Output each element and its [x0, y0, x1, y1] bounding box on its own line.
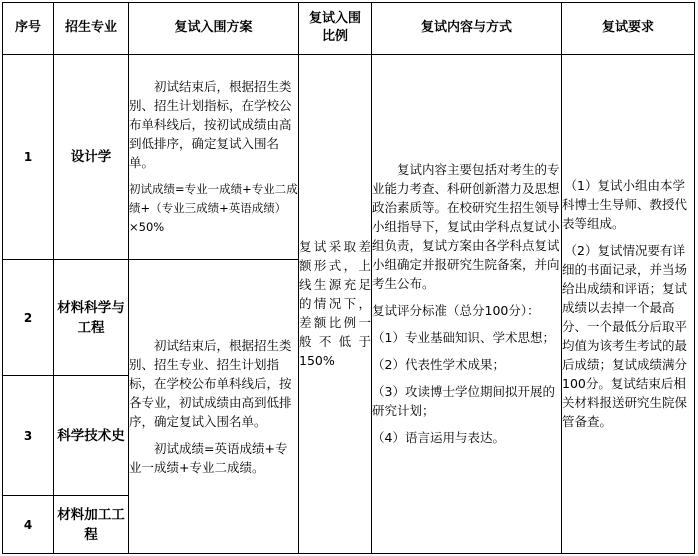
requirements-p2: （2）复试情况要有详细的书面记录，并当场给出成绩和评语；复试成绩以去掉一个最高分、一个最低分后取平均值为该考生考试的最后成绩；复试成绩满分100分。复试结束后相关材料报送研究生院保管备查。 [562, 243, 688, 430]
row-major: 材料加工工程 [54, 496, 129, 554]
plan-b-cell [129, 259, 299, 553]
content-item: （3）攻读博士学位期间拟开展的研究计划； [372, 384, 555, 419]
row-major: 设计学 [54, 54, 129, 259]
plan-b-formula: 初试成绩=英语成绩+专业一成绩+专业二成绩。 [129, 440, 288, 475]
row-seq: 1 [3, 54, 54, 259]
plan-a-text: 初试结束后，根据招生类别、招生计划指标，在学校公布单科线后，按初试成绩由高到低排序，确定复试入围名单。 [129, 78, 292, 170]
header-requirements: 复试要求 [562, 3, 695, 55]
ratio-cell: 复试采取差额形式，上线生源充足的情况下，差额比例一般不低于150% [299, 54, 372, 553]
plan-b-text: 初试结束后，根据招生类别、招生专业、招生计划指标，在学校公布单科线后，按各专业，初试成绩由高到低排序，确定复试入围名单。 [129, 337, 292, 429]
row-major: 材料科学与工程 [54, 259, 129, 376]
header-plan: 复试入围方案 [129, 3, 299, 55]
table-row [3, 54, 695, 259]
content-item: （2）代表性学术成果； [372, 357, 505, 373]
content-item: （4）语言运用与表达。 [372, 430, 505, 446]
header-ratio: 复试入围比例 [299, 3, 372, 55]
header-seq: 序号 [3, 3, 54, 55]
content-cell [372, 54, 562, 553]
row-seq: 3 [3, 376, 54, 496]
row-seq: 2 [3, 259, 54, 376]
header-content: 复试内容与方式 [372, 3, 562, 55]
requirements-p1: （1）复试小组由本学科博士生导师、教授代表等组成。 [562, 178, 688, 232]
content-score-title: 复试评分标准（总分100分）： [372, 303, 540, 319]
row-seq: 4 [3, 496, 54, 554]
row-major: 科学技术史 [54, 376, 129, 496]
admission-table [2, 2, 695, 554]
content-item: （1）专业基础知识、学术思想； [372, 330, 555, 346]
requirements-cell [562, 54, 695, 553]
header-row [3, 3, 695, 55]
header-major: 招生专业 [54, 3, 129, 55]
plan-a-cell [129, 54, 299, 259]
plan-a-formula: 初试成绩=专业一成绩+专业二成绩+（专业三成绩+英语成绩）×50% [129, 181, 298, 234]
content-intro: 复试内容主要包括对考生的专业能力考查、科研创新潜力及思想政治素质等。在校研究生招生领导小组指导下，复试由学科点复试小组负责，复试方案由各学科点复试小组确定并报研究生院备案，并向考生公布。 [372, 162, 560, 292]
